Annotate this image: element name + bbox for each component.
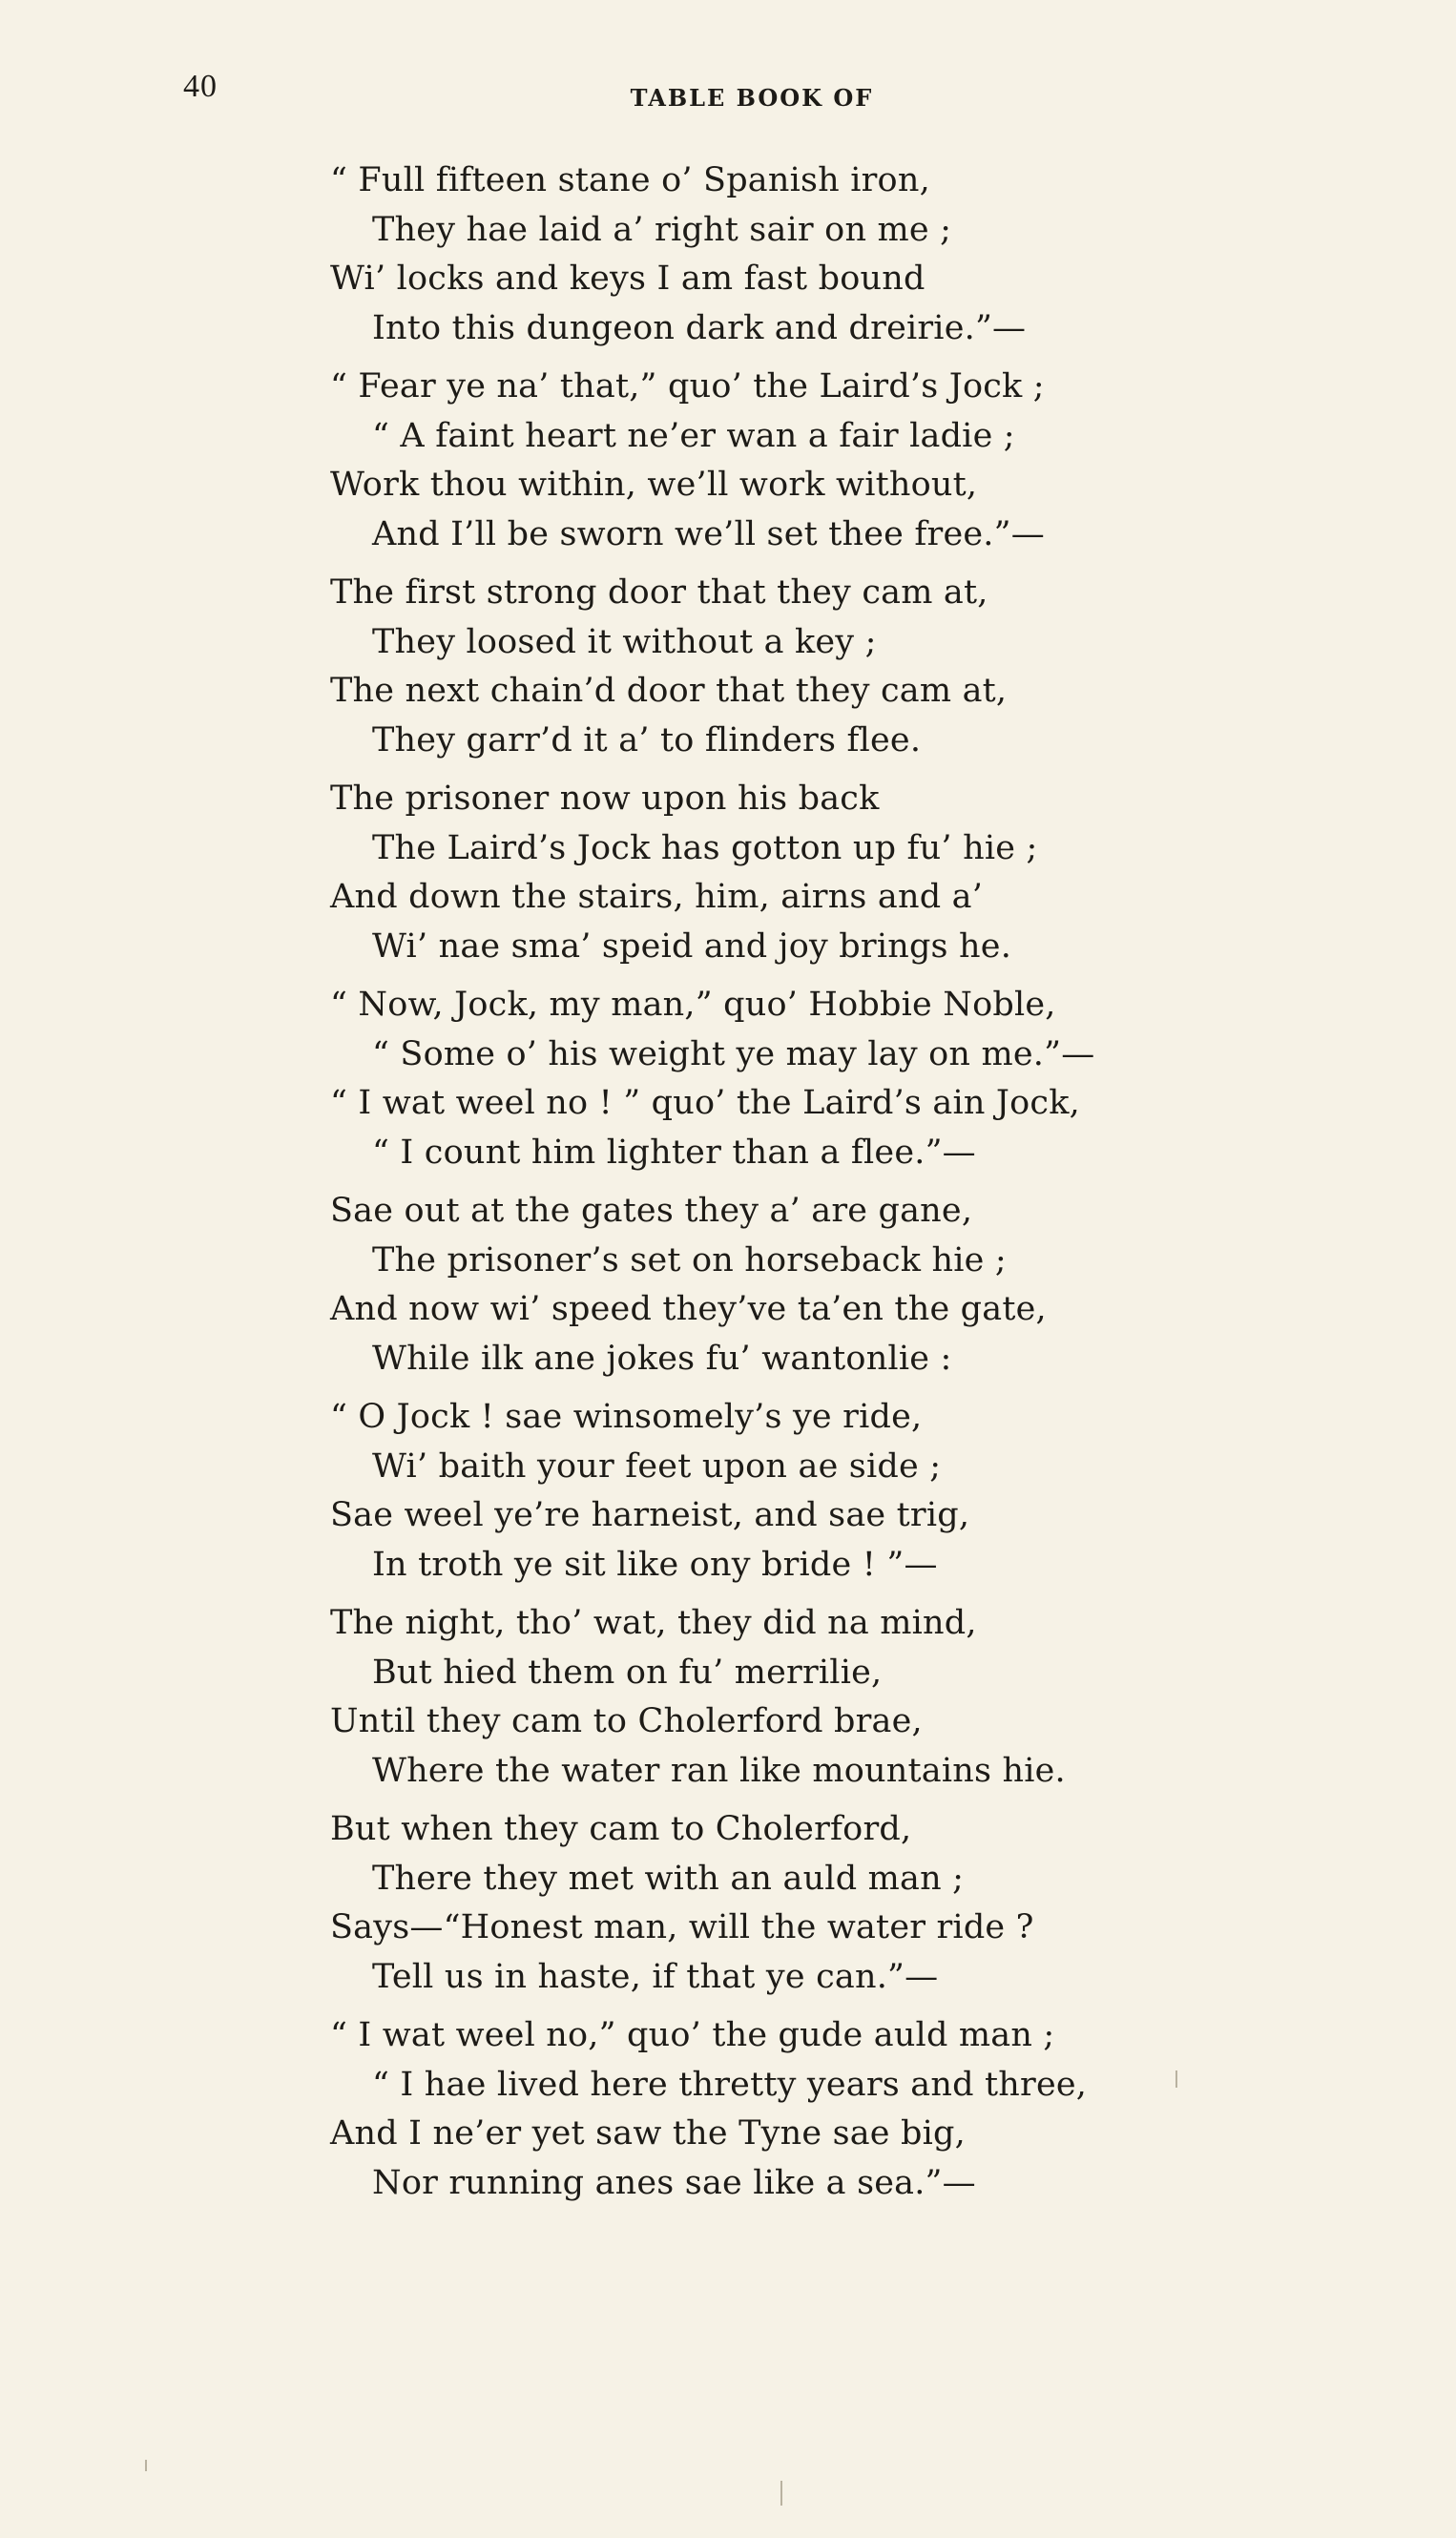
verse-line: Where the water ran like mountains hie. <box>372 1751 1066 1790</box>
verse-line: The night, tho’ wat, they did na mind, <box>330 1604 977 1642</box>
verse-line: They loosed it without a key ; <box>372 622 877 661</box>
verse-line: Tell us in haste, if that ye can.”— <box>372 1957 939 1996</box>
running-head: TABLE BOOK OF <box>630 84 874 112</box>
verse-line: The prisoner now upon his back <box>330 780 880 818</box>
verse-line: “ I wat weel no ! ” quo’ the Laird’s ain Jock, <box>330 1084 1080 1122</box>
verse-line: “ A faint heart ne’er wan a fair ladie ; <box>372 416 1015 455</box>
page-number: 40 <box>183 69 218 104</box>
verse-line: And down the stairs, him, airns and a’ <box>330 878 984 916</box>
verse-line: “ Some o’ his weight ye may lay on me.”— <box>372 1034 1095 1073</box>
verse-line: The next chain’d door that they cam at, <box>330 672 1008 710</box>
verse-line: “ Fear ye na’ that,” quo’ the Laird’s Jock ; <box>330 367 1045 406</box>
verse-line: They hae laid a’ right sair on me ; <box>372 210 952 249</box>
verse-line: The Laird’s Jock has gotton up fu’ hie ; <box>372 828 1038 867</box>
verse-line: Says—“Honest man, will the water ride ? <box>330 1908 1034 1946</box>
verse-line: “ I count him lighter than a flee.”— <box>372 1133 976 1172</box>
verse-line: Into this dungeon dark and dreirie.”— <box>372 308 1027 347</box>
verse-line: And I ne’er yet saw the Tyne sae big, <box>330 2114 966 2153</box>
verse-line: Work thou within, we’ll work without, <box>330 466 978 504</box>
verse-line: In troth ye sit like ony bride ! ”— <box>372 1545 938 1584</box>
stanza <box>330 1805 1342 2002</box>
verse-line: The prisoner’s set on horseback hie ; <box>372 1240 1007 1279</box>
stanza <box>330 775 1342 971</box>
stanza <box>330 981 1342 1177</box>
verse-line: But when they cam to Cholerford, <box>330 1810 912 1848</box>
verse-line: “ Full fifteen stane o’ Spanish iron, <box>330 161 930 199</box>
verse-line: The first strong door that they cam at, <box>330 573 988 612</box>
verse-line: And now wi’ speed they’ve ta’en the gate, <box>330 1290 1047 1328</box>
stanza <box>330 1393 1342 1590</box>
paper-speck <box>145 2460 147 2471</box>
stanza <box>330 363 1342 559</box>
verse-line: And I’ll be sworn we’ll set thee free.”— <box>372 514 1045 553</box>
verse-line: Wi’ locks and keys I am fast bound <box>330 260 926 298</box>
verse-line: There they met with an auld man ; <box>372 1859 965 1898</box>
poem-body <box>330 156 1342 2217</box>
verse-line: While ilk ane jokes fu’ wantonlie : <box>372 1339 952 1378</box>
verse-line: “ O Jock ! sae winsomely’s ye ride, <box>330 1398 923 1436</box>
verse-line: “ I wat weel no,” quo’ the gude auld man ; <box>330 2016 1055 2054</box>
paper-speck <box>780 2481 782 2506</box>
verse-line: But hied them on fu’ merrilie, <box>372 1653 883 1692</box>
paper-speck <box>1175 2070 1177 2088</box>
stanza <box>330 569 1342 765</box>
verse-line: Wi’ nae sma’ speid and joy brings he. <box>372 926 1012 966</box>
verse-line: “ I hae lived here thretty years and three, <box>372 2065 1088 2104</box>
verse-line: Wi’ baith your feet upon ae side ; <box>372 1446 942 1486</box>
stanza <box>330 1187 1342 1383</box>
stanza <box>330 156 1342 353</box>
verse-line: Until they cam to Cholerford brae, <box>330 1702 923 1740</box>
verse-line: They garr’d it a’ to flinders flee. <box>372 720 922 759</box>
stanza <box>330 2011 1342 2208</box>
verse-line: “ Now, Jock, my man,” quo’ Hobbie Noble, <box>330 986 1056 1024</box>
verse-line: Nor running anes sae like a sea.”— <box>372 2163 976 2202</box>
stanza <box>330 1599 1342 1796</box>
verse-line: Sae out at the gates they a’ are gane, <box>330 1192 973 1230</box>
verse-line: Sae weel ye’re harneist, and sae trig, <box>330 1496 970 1534</box>
